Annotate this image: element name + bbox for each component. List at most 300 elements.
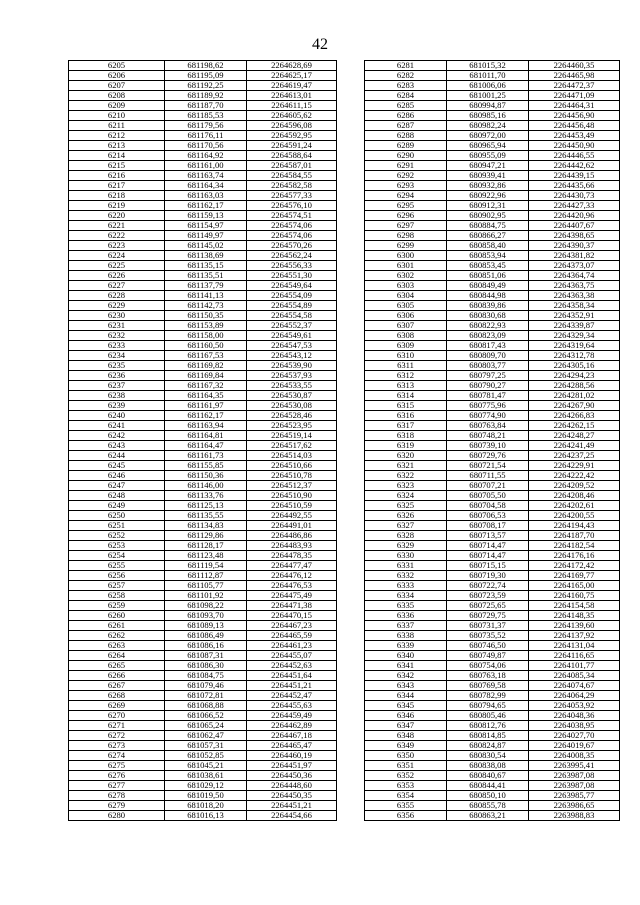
y-coordinate-cell: 2264486,86	[247, 531, 337, 541]
y-coordinate-cell: 2264048,36	[529, 711, 620, 721]
y-coordinate-cell: 2264281,02	[529, 391, 620, 401]
y-coordinate-cell: 2264038,95	[529, 721, 620, 731]
x-coordinate-cell: 681164,47	[165, 441, 247, 451]
point-number-cell: 6218	[69, 191, 165, 201]
y-coordinate-cell: 2264137,92	[529, 631, 620, 641]
point-number-cell: 6243	[69, 441, 165, 451]
y-coordinate-cell: 2263985,77	[529, 791, 620, 801]
point-number-cell: 6339	[365, 641, 447, 651]
x-coordinate-cell: 681011,70	[447, 71, 529, 81]
y-coordinate-cell: 2264576,10	[247, 201, 337, 211]
y-coordinate-cell: 2264160,75	[529, 591, 620, 601]
point-number-cell: 6320	[365, 451, 447, 461]
table-row	[69, 101, 337, 111]
point-number-cell: 6227	[69, 281, 165, 291]
y-coordinate-cell: 2264154,58	[529, 601, 620, 611]
x-coordinate-cell: 680748,21	[447, 431, 529, 441]
y-coordinate-cell: 2264427,33	[529, 201, 620, 211]
table-row	[365, 451, 620, 461]
table-row	[365, 641, 620, 651]
y-coordinate-cell: 2264625,17	[247, 71, 337, 81]
point-number-cell: 6329	[365, 541, 447, 551]
x-coordinate-cell: 680822,93	[447, 321, 529, 331]
y-coordinate-cell: 2264510,59	[247, 501, 337, 511]
x-coordinate-cell: 680714,47	[447, 541, 529, 551]
y-coordinate-cell: 2264549,61	[247, 331, 337, 341]
table-row	[365, 291, 620, 301]
table-row	[365, 631, 620, 641]
x-coordinate-cell: 680855,78	[447, 801, 529, 811]
x-coordinate-cell: 680840,67	[447, 771, 529, 781]
y-coordinate-cell: 2264064,29	[529, 691, 620, 701]
table-row	[365, 721, 620, 731]
point-number-cell: 6323	[365, 481, 447, 491]
point-number-cell: 6208	[69, 91, 165, 101]
x-coordinate-cell: 680729,76	[447, 451, 529, 461]
x-coordinate-cell: 680782,99	[447, 691, 529, 701]
point-number-cell: 6326	[365, 511, 447, 521]
y-coordinate-cell: 2264476,12	[247, 571, 337, 581]
x-coordinate-cell: 680866,27	[447, 231, 529, 241]
table-row	[69, 411, 337, 421]
y-coordinate-cell: 2264148,35	[529, 611, 620, 621]
x-coordinate-cell: 681068,88	[165, 701, 247, 711]
point-number-cell: 6211	[69, 121, 165, 131]
x-coordinate-cell: 681162,17	[165, 411, 247, 421]
table-row	[365, 531, 620, 541]
point-number-cell: 6250	[69, 511, 165, 521]
x-coordinate-cell: 681145,02	[165, 241, 247, 251]
table-row	[365, 621, 620, 631]
table-row	[365, 681, 620, 691]
table-row	[69, 631, 337, 641]
table-row	[365, 711, 620, 721]
x-coordinate-cell: 681098,22	[165, 601, 247, 611]
table-row	[69, 321, 337, 331]
x-coordinate-cell: 680851,06	[447, 271, 529, 281]
table-row	[69, 401, 337, 411]
table-row	[365, 691, 620, 701]
x-coordinate-cell: 680884,75	[447, 221, 529, 231]
point-number-cell: 6262	[69, 631, 165, 641]
table-row	[365, 191, 620, 201]
table-row	[365, 251, 620, 261]
table-row	[365, 791, 620, 801]
point-number-cell: 6341	[365, 661, 447, 671]
x-coordinate-cell: 680844,41	[447, 781, 529, 791]
x-coordinate-cell: 681150,35	[165, 311, 247, 321]
table-row	[365, 501, 620, 511]
point-number-cell: 6221	[69, 221, 165, 231]
table-row	[69, 341, 337, 351]
point-number-cell: 6332	[365, 571, 447, 581]
x-coordinate-cell: 680719,30	[447, 571, 529, 581]
table-row	[365, 391, 620, 401]
y-coordinate-cell: 2264451,97	[247, 761, 337, 771]
point-number-cell: 6346	[365, 711, 447, 721]
table-row	[365, 321, 620, 331]
point-number-cell: 6245	[69, 461, 165, 471]
point-number-cell: 6318	[365, 431, 447, 441]
table-row	[365, 171, 620, 181]
x-coordinate-cell: 681185,53	[165, 111, 247, 121]
point-number-cell: 6328	[365, 531, 447, 541]
table-row	[69, 331, 337, 341]
point-number-cell: 6335	[365, 601, 447, 611]
table-row	[365, 221, 620, 231]
table-row	[69, 571, 337, 581]
point-number-cell: 6312	[365, 371, 447, 381]
table-row	[365, 261, 620, 271]
point-number-cell: 6317	[365, 421, 447, 431]
table-row	[69, 741, 337, 751]
point-number-cell: 6279	[69, 801, 165, 811]
table-row	[69, 691, 337, 701]
table-row	[69, 751, 337, 761]
table-row	[69, 351, 337, 361]
x-coordinate-cell: 681086,16	[165, 641, 247, 651]
x-coordinate-cell: 681087,31	[165, 651, 247, 661]
y-coordinate-cell: 2264452,63	[247, 661, 337, 671]
y-coordinate-cell: 2264483,93	[247, 541, 337, 551]
table-row	[365, 651, 620, 661]
point-number-cell: 6222	[69, 231, 165, 241]
point-number-cell: 6226	[69, 271, 165, 281]
y-coordinate-cell: 2264475,49	[247, 591, 337, 601]
point-number-cell: 6205	[69, 61, 165, 71]
x-coordinate-cell: 680708,17	[447, 521, 529, 531]
x-coordinate-cell: 680803,77	[447, 361, 529, 371]
point-number-cell: 6336	[365, 611, 447, 621]
x-coordinate-cell: 681123,48	[165, 551, 247, 561]
point-number-cell: 6280	[69, 811, 165, 821]
x-coordinate-cell: 680955,09	[447, 151, 529, 161]
point-number-cell: 6289	[365, 141, 447, 151]
table-row	[365, 601, 620, 611]
point-number-cell: 6292	[365, 171, 447, 181]
table-row	[69, 261, 337, 271]
point-number-cell: 6284	[365, 91, 447, 101]
x-coordinate-cell: 681158,00	[165, 331, 247, 341]
x-coordinate-cell: 681006,06	[447, 81, 529, 91]
y-coordinate-cell: 2264596,08	[247, 121, 337, 131]
table-row	[365, 141, 620, 151]
table-row	[365, 661, 620, 671]
point-number-cell: 6230	[69, 311, 165, 321]
table-row	[69, 601, 337, 611]
table-row	[69, 311, 337, 321]
y-coordinate-cell: 2264101,77	[529, 661, 620, 671]
x-coordinate-cell: 680939,41	[447, 171, 529, 181]
y-coordinate-cell: 2264471,38	[247, 601, 337, 611]
y-coordinate-cell: 2264208,46	[529, 491, 620, 501]
y-coordinate-cell: 2264539,90	[247, 361, 337, 371]
point-number-cell: 6254	[69, 551, 165, 561]
x-coordinate-cell: 681018,20	[165, 801, 247, 811]
y-coordinate-cell: 2264294,23	[529, 371, 620, 381]
x-coordinate-cell: 681159,13	[165, 211, 247, 221]
table-row	[69, 241, 337, 251]
x-coordinate-cell: 680729,75	[447, 611, 529, 621]
point-number-cell: 6263	[69, 641, 165, 651]
x-coordinate-cell: 680749,87	[447, 651, 529, 661]
point-number-cell: 6344	[365, 691, 447, 701]
point-number-cell: 6268	[69, 691, 165, 701]
x-coordinate-cell: 680994,87	[447, 101, 529, 111]
y-coordinate-cell: 2264619,47	[247, 81, 337, 91]
x-coordinate-cell: 680932,86	[447, 181, 529, 191]
point-number-cell: 6347	[365, 721, 447, 731]
table-row	[69, 251, 337, 261]
x-coordinate-cell: 680839,86	[447, 301, 529, 311]
y-coordinate-cell: 2264439,15	[529, 171, 620, 181]
point-number-cell: 6237	[69, 381, 165, 391]
point-number-cell: 6348	[365, 731, 447, 741]
y-coordinate-cell: 2264172,42	[529, 561, 620, 571]
x-coordinate-cell: 680739,10	[447, 441, 529, 451]
y-coordinate-cell: 2264454,66	[247, 811, 337, 821]
point-number-cell: 6212	[69, 131, 165, 141]
table-row	[69, 161, 337, 171]
point-number-cell: 6303	[365, 281, 447, 291]
table-row	[365, 731, 620, 741]
point-number-cell: 6210	[69, 111, 165, 121]
table-row	[69, 591, 337, 601]
table-row	[365, 201, 620, 211]
point-number-cell: 6314	[365, 391, 447, 401]
table-row	[69, 491, 337, 501]
y-coordinate-cell: 2264267,90	[529, 401, 620, 411]
x-coordinate-cell: 680775,96	[447, 401, 529, 411]
y-coordinate-cell: 2264182,54	[529, 541, 620, 551]
x-coordinate-cell: 680853,45	[447, 261, 529, 271]
x-coordinate-cell: 680722,74	[447, 581, 529, 591]
x-coordinate-cell: 681134,83	[165, 521, 247, 531]
y-coordinate-cell: 2264363,75	[529, 281, 620, 291]
point-number-cell: 6269	[69, 701, 165, 711]
y-coordinate-cell: 2264492,55	[247, 511, 337, 521]
point-number-cell: 6249	[69, 501, 165, 511]
table-row	[69, 171, 337, 181]
point-number-cell: 6229	[69, 301, 165, 311]
table-row	[365, 511, 620, 521]
table-row	[69, 221, 337, 231]
x-coordinate-cell: 681164,34	[165, 181, 247, 191]
x-coordinate-cell: 681192,25	[165, 81, 247, 91]
y-coordinate-cell: 2264209,52	[529, 481, 620, 491]
table-row	[69, 111, 337, 121]
table-row	[69, 611, 337, 621]
table-row	[365, 281, 620, 291]
x-coordinate-cell: 681167,32	[165, 381, 247, 391]
y-coordinate-cell: 2264187,70	[529, 531, 620, 541]
y-coordinate-cell: 2264237,25	[529, 451, 620, 461]
x-coordinate-cell: 680781,47	[447, 391, 529, 401]
x-coordinate-cell: 681062,47	[165, 731, 247, 741]
point-number-cell: 6353	[365, 781, 447, 791]
point-number-cell: 6319	[365, 441, 447, 451]
table-row	[69, 421, 337, 431]
point-number-cell: 6261	[69, 621, 165, 631]
y-coordinate-cell: 2264169,77	[529, 571, 620, 581]
y-coordinate-cell: 2264176,16	[529, 551, 620, 561]
x-coordinate-cell: 680805,46	[447, 711, 529, 721]
x-coordinate-cell: 680790,27	[447, 381, 529, 391]
x-coordinate-cell: 680754,06	[447, 661, 529, 671]
table-row	[365, 331, 620, 341]
x-coordinate-cell: 680721,54	[447, 461, 529, 471]
point-number-cell: 6217	[69, 181, 165, 191]
y-coordinate-cell: 2264510,90	[247, 491, 337, 501]
x-coordinate-cell: 681146,00	[165, 481, 247, 491]
x-coordinate-cell: 681133,76	[165, 491, 247, 501]
x-coordinate-cell: 680972,00	[447, 131, 529, 141]
point-number-cell: 6274	[69, 751, 165, 761]
point-number-cell: 6331	[365, 561, 447, 571]
point-number-cell: 6206	[69, 71, 165, 81]
x-coordinate-cell: 681052,85	[165, 751, 247, 761]
y-coordinate-cell: 2264577,33	[247, 191, 337, 201]
point-number-cell: 6313	[365, 381, 447, 391]
x-coordinate-cell: 680715,15	[447, 561, 529, 571]
x-coordinate-cell: 680965,94	[447, 141, 529, 151]
y-coordinate-cell: 2264462,89	[247, 721, 337, 731]
x-coordinate-cell: 680850,10	[447, 791, 529, 801]
y-coordinate-cell: 2264450,36	[247, 771, 337, 781]
x-coordinate-cell: 680838,08	[447, 761, 529, 771]
point-number-cell: 6225	[69, 261, 165, 271]
x-coordinate-cell: 681119,54	[165, 561, 247, 571]
table-row	[365, 241, 620, 251]
point-number-cell: 6324	[365, 491, 447, 501]
x-coordinate-cell: 680947,21	[447, 161, 529, 171]
table-row	[69, 181, 337, 191]
y-coordinate-cell: 2264611,15	[247, 101, 337, 111]
point-number-cell: 6355	[365, 801, 447, 811]
x-coordinate-cell: 681084,75	[165, 671, 247, 681]
point-number-cell: 6340	[365, 651, 447, 661]
y-coordinate-cell: 2264452,47	[247, 691, 337, 701]
point-number-cell: 6257	[69, 581, 165, 591]
point-number-cell: 6236	[69, 371, 165, 381]
point-number-cell: 6356	[365, 811, 447, 821]
y-coordinate-cell: 2264554,09	[247, 291, 337, 301]
table-row	[69, 621, 337, 631]
x-coordinate-cell: 680824,87	[447, 741, 529, 751]
table-row	[69, 521, 337, 531]
table-row	[69, 91, 337, 101]
x-coordinate-cell: 681072,81	[165, 691, 247, 701]
y-coordinate-cell: 2264592,95	[247, 131, 337, 141]
y-coordinate-cell: 2264591,24	[247, 141, 337, 151]
x-coordinate-cell: 681169,84	[165, 371, 247, 381]
y-coordinate-cell: 2264390,37	[529, 241, 620, 251]
table-row	[365, 521, 620, 531]
y-coordinate-cell: 2264456,48	[529, 121, 620, 131]
x-coordinate-cell: 680731,37	[447, 621, 529, 631]
x-coordinate-cell: 681142,73	[165, 301, 247, 311]
x-coordinate-cell: 681038,61	[165, 771, 247, 781]
table-row	[365, 481, 620, 491]
y-coordinate-cell: 2264459,49	[247, 711, 337, 721]
table-row	[365, 71, 620, 81]
y-coordinate-cell: 2264451,64	[247, 671, 337, 681]
y-coordinate-cell: 2264510,78	[247, 471, 337, 481]
table-row	[365, 461, 620, 471]
x-coordinate-cell: 681135,51	[165, 271, 247, 281]
y-coordinate-cell: 2263987,08	[529, 771, 620, 781]
x-coordinate-cell: 681154,97	[165, 221, 247, 231]
point-number-cell: 6345	[365, 701, 447, 711]
point-number-cell: 6349	[365, 741, 447, 751]
point-number-cell: 6241	[69, 421, 165, 431]
point-number-cell: 6330	[365, 551, 447, 561]
point-number-cell: 6228	[69, 291, 165, 301]
table-row	[69, 301, 337, 311]
table-row	[365, 561, 620, 571]
x-coordinate-cell: 680763,84	[447, 421, 529, 431]
table-row	[365, 491, 620, 501]
x-coordinate-cell: 680706,53	[447, 511, 529, 521]
y-coordinate-cell: 2264451,21	[247, 681, 337, 691]
x-coordinate-cell: 680794,65	[447, 701, 529, 711]
y-coordinate-cell: 2264467,18	[247, 731, 337, 741]
x-coordinate-cell: 680797,25	[447, 371, 529, 381]
x-coordinate-cell: 681093,70	[165, 611, 247, 621]
table-row	[365, 571, 620, 581]
x-coordinate-cell: 680713,57	[447, 531, 529, 541]
y-coordinate-cell: 2264613,01	[247, 91, 337, 101]
point-number-cell: 6256	[69, 571, 165, 581]
point-number-cell: 6308	[365, 331, 447, 341]
x-coordinate-cell: 681149,97	[165, 231, 247, 241]
table-row	[365, 211, 620, 221]
y-coordinate-cell: 2264476,53	[247, 581, 337, 591]
point-number-cell: 6333	[365, 581, 447, 591]
y-coordinate-cell: 2264491,01	[247, 521, 337, 531]
point-number-cell: 6271	[69, 721, 165, 731]
table-row	[365, 101, 620, 111]
y-coordinate-cell: 2264165,00	[529, 581, 620, 591]
x-coordinate-cell: 681164,92	[165, 151, 247, 161]
x-coordinate-cell: 680817,43	[447, 341, 529, 351]
table-row	[365, 701, 620, 711]
table-row	[69, 451, 337, 461]
x-coordinate-cell: 680858,40	[447, 241, 529, 251]
x-coordinate-cell: 680704,58	[447, 501, 529, 511]
y-coordinate-cell: 2264472,37	[529, 81, 620, 91]
x-coordinate-cell: 681138,69	[165, 251, 247, 261]
table-row	[365, 441, 620, 451]
table-row	[69, 771, 337, 781]
y-coordinate-cell: 2263987,08	[529, 781, 620, 791]
point-number-cell: 6306	[365, 311, 447, 321]
table-row	[69, 791, 337, 801]
coordinates-table-right	[364, 60, 620, 821]
point-number-cell: 6350	[365, 751, 447, 761]
y-coordinate-cell: 2264194,43	[529, 521, 620, 531]
x-coordinate-cell: 681015,32	[447, 61, 529, 71]
table-row	[69, 781, 337, 791]
x-coordinate-cell: 681155,85	[165, 461, 247, 471]
table-row	[69, 581, 337, 591]
table-row	[69, 381, 337, 391]
point-number-cell: 6207	[69, 81, 165, 91]
x-coordinate-cell: 681150,36	[165, 471, 247, 481]
y-coordinate-cell: 2264584,55	[247, 171, 337, 181]
y-coordinate-cell: 2264363,38	[529, 291, 620, 301]
y-coordinate-cell: 2264549,64	[247, 281, 337, 291]
